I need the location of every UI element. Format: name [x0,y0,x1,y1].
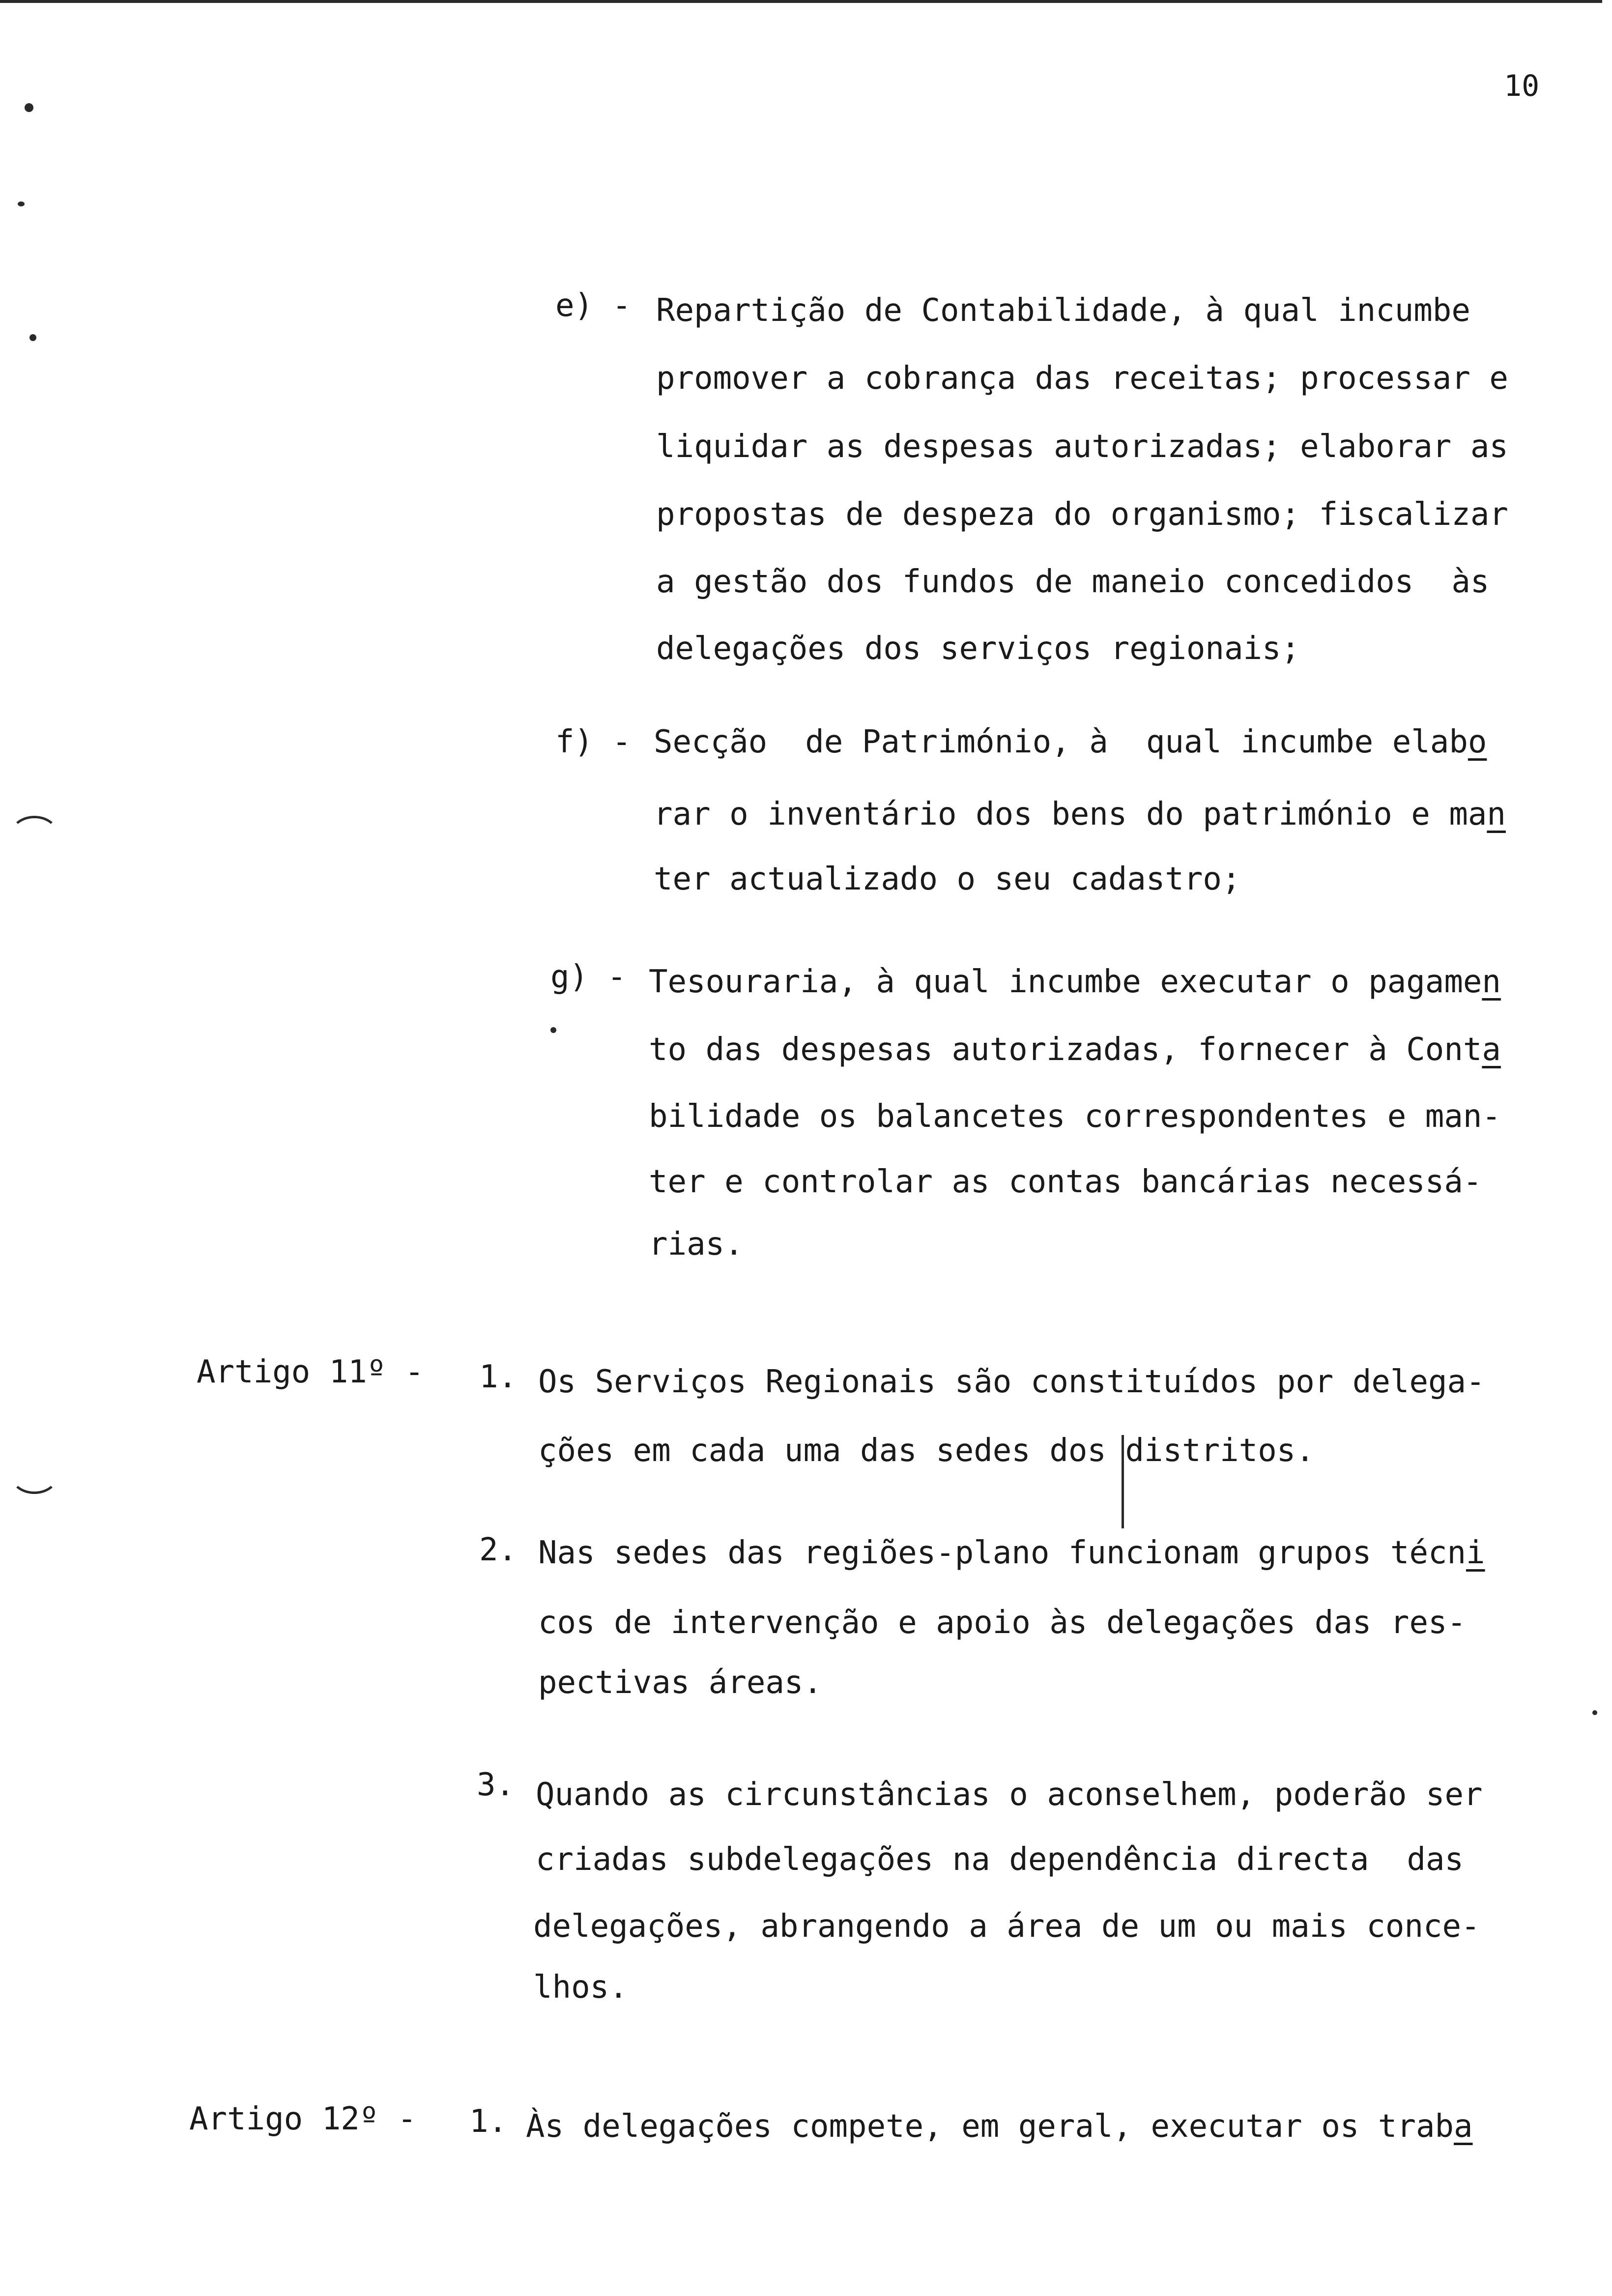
article-11-p1-line: ções em cada uma das sedes dos distritos. [538,1433,1315,1469]
article-11-p2-line: cos de intervenção e apoio às delegações das res- [538,1605,1467,1641]
item-e-line: liquidar as despesas autorizadas; elaborar as [656,429,1508,465]
scan-top-edge [0,0,1602,3]
article-11-p1-line: Os Serviços Regionais são constituídos por delega- [538,1364,1485,1400]
article-11-p2-number: 2. [479,1532,518,1568]
item-e-line: promover a cobrança das receitas; processar e [656,360,1508,397]
item-g-line: to das despesas autorizadas, fornecer à Conta [649,1032,1501,1068]
item-f-line: rar o inventário dos bens do património e man [654,796,1506,832]
item-f-label: f) - [555,724,632,760]
scan-speck [25,103,33,112]
article-11-p3-number: 3. [477,1767,515,1803]
item-g-line: bilidade os balancetes correspondentes e man- [649,1098,1501,1135]
scan-speck [1592,1710,1597,1715]
item-e-label: e) - [555,287,632,324]
item-f-line: Secção de Património, à qual incumbe elabo [654,724,1487,760]
item-e-line: propostas de despeza do organismo; fiscalizar [656,496,1508,533]
item-g-label: g) - [550,959,627,995]
article-11-p3-line: criadas subdelegações na dependência directa das [536,1841,1464,1878]
item-g-line: rias. [649,1226,744,1263]
article-12-heading: Artigo 12º - [189,2101,417,2137]
item-g-line: Tesouraria, à qual incumbe executar o pagamen [649,964,1501,1000]
item-g-line: ter e controlar as contas bancárias necessá- [649,1164,1482,1200]
article-11-p2-line: pectivas áreas. [538,1665,822,1701]
article-12-p1-number: 1. [469,2103,508,2140]
scan-speck [29,334,36,341]
article-11-p3-line: lhos. [533,1969,628,2006]
item-f-line: ter actualizado o seu cadastro; [654,861,1241,897]
page-number: 10 [1504,69,1540,103]
article-11-heading: Artigo 11º - [197,1354,424,1390]
punch-hole-mark [10,1455,59,1494]
item-e-line: delegações dos serviços regionais; [656,631,1300,667]
scan-speck [18,201,25,206]
article-11-p3-line: Quando as circunstâncias o aconselhem, poderão ser [536,1777,1483,1813]
article-11-p2-line: Nas sedes das regiões-plano funcionam grupos técni [538,1535,1485,1571]
scan-speck [550,1027,556,1033]
item-e-line: Repartição de Contabilidade, à qual incumbe [656,292,1470,329]
punch-hole-mark [10,816,59,855]
item-e-line: a gestão dos fundos de maneio concedidos às [656,564,1490,600]
article-11-p3-line: delegações, abrangendo a área de um ou mais conce- [533,1908,1480,1945]
article-11-p1-number: 1. [479,1359,518,1395]
article-12-p1-line: Às delegações compete, em geral, executar os traba [526,2108,1473,2145]
